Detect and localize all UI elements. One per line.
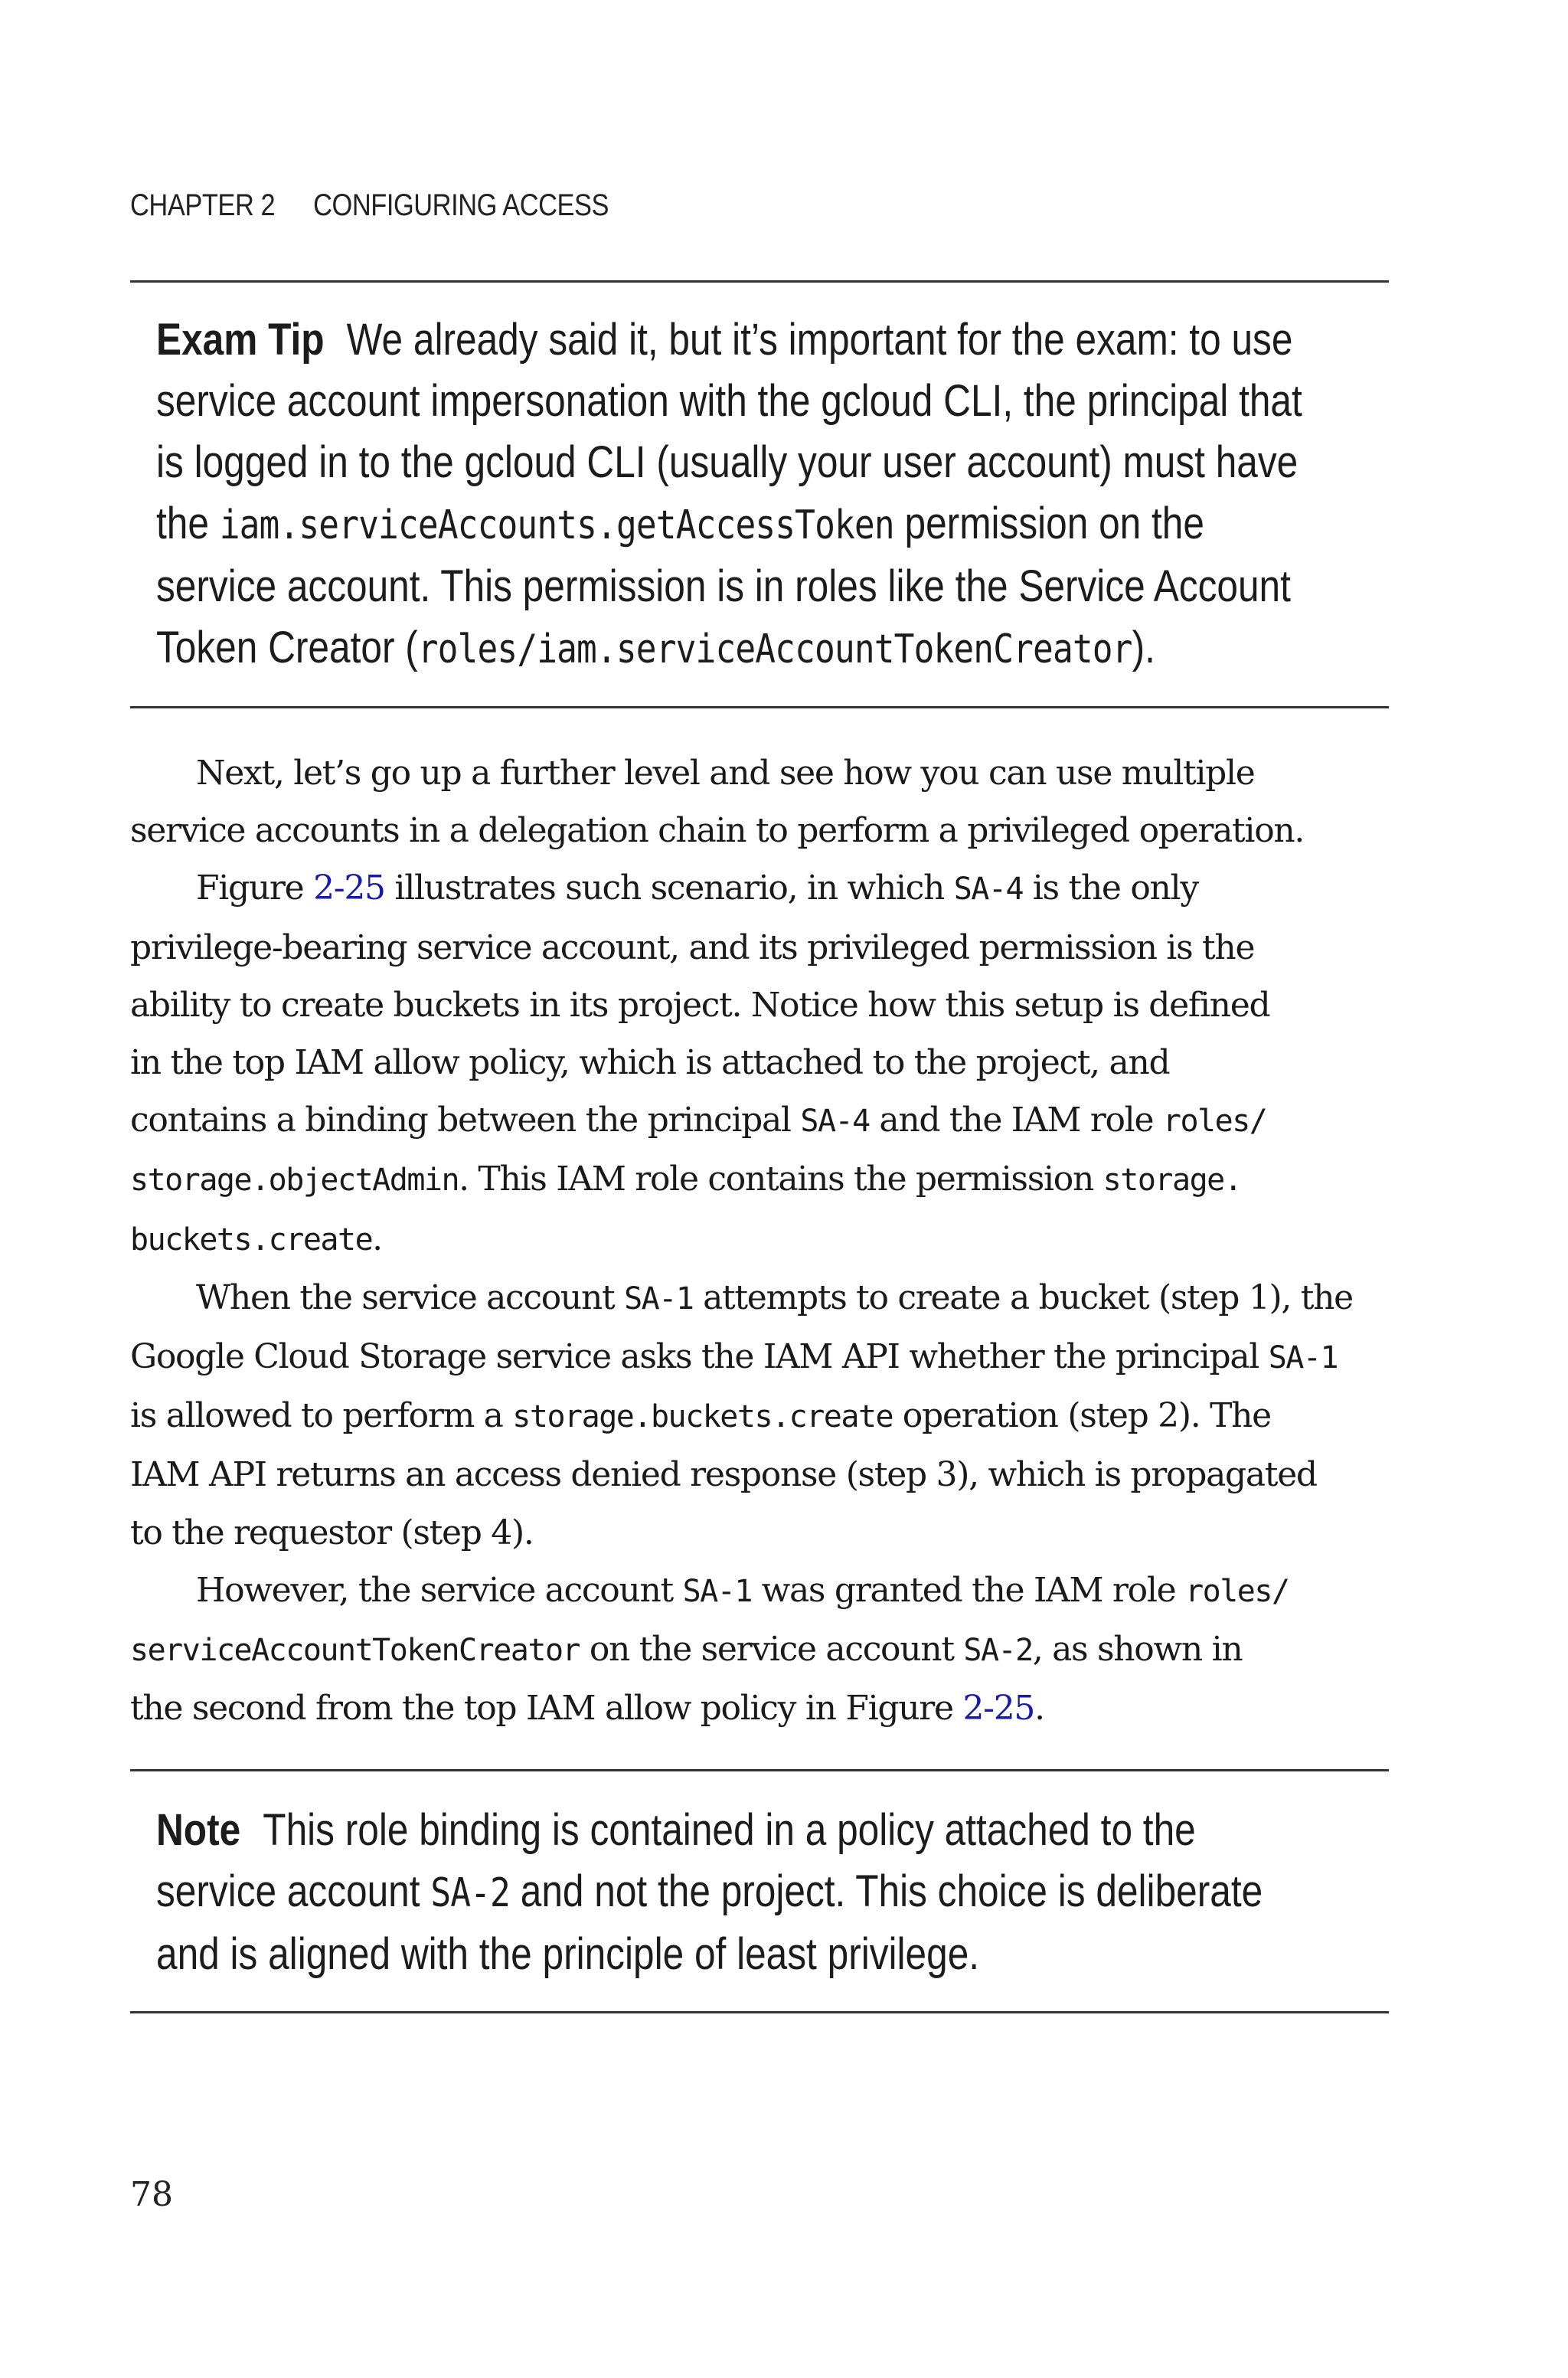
- running-head: [130, 188, 609, 223]
- inline-code: SA-1: [624, 1281, 694, 1317]
- paragraph-text: .: [372, 1218, 382, 1258]
- paragraph-text: . This IAM role contains the permission: [459, 1160, 1103, 1199]
- exam-tip-text: We already said it, but it’s important for the exam: to use: [346, 315, 1293, 365]
- inline-code: serviceAccountTokenCreator: [130, 1633, 580, 1669]
- note-label: Note: [156, 1805, 241, 1855]
- inline-code: SA-2: [430, 1870, 510, 1916]
- paragraph-line: IAM API returns an access denied response (step 3), which is propagated: [130, 1455, 1317, 1495]
- exam-tip-text: Token Creator (: [156, 623, 418, 672]
- inline-code: storage.buckets.create: [512, 1399, 893, 1435]
- paragraph-text: When the service account: [196, 1277, 625, 1317]
- inline-code: roles/: [1185, 1573, 1289, 1609]
- exam-tip-bottom-rule: [130, 706, 1389, 708]
- inline-code: storage.: [1102, 1163, 1242, 1199]
- inline-code: SA-1: [682, 1573, 752, 1609]
- paragraph-line: privilege-bearing service account, and its privileged permission is the: [130, 927, 1255, 967]
- inline-code: iam.serviceAccounts.getAccessToken: [219, 502, 894, 548]
- chapter-title: CONFIGURING ACCESS: [313, 188, 609, 222]
- note-bottom-rule: [130, 2011, 1389, 2013]
- paragraph-line: to the requestor (step 4).: [130, 1513, 534, 1552]
- exam-tip-text: service account. This permission is in roles like the Service Account: [156, 561, 1291, 611]
- note-text: This role binding is contained in a policy attached to the: [263, 1805, 1196, 1855]
- paragraph-text: and the IAM role: [869, 1101, 1163, 1140]
- inline-code: roles/iam.serviceAccountTokenCreator: [417, 626, 1132, 672]
- inline-code: SA-1: [1268, 1340, 1338, 1376]
- paragraph-line: service accounts in a delegation chain to perform a privileged operation.: [130, 811, 1305, 851]
- inline-code: SA-4: [953, 872, 1024, 908]
- paragraph-text: , as shown in: [1032, 1630, 1243, 1670]
- figure-link[interactable]: 2-25: [962, 1689, 1035, 1729]
- exam-tip-text: service account impersonation with the gcloud CLI, the principal that: [156, 376, 1302, 426]
- paragraph-text: attempts to create a bucket (step 1), the: [693, 1277, 1353, 1317]
- exam-tip-box: [156, 309, 1412, 680]
- paragraph-text: is the only: [1023, 868, 1198, 908]
- paragraph-text: illustrates such scenario, in which: [384, 868, 954, 908]
- body-text: [130, 744, 1401, 1737]
- paragraph-text: Figure: [196, 868, 314, 908]
- paragraph-text: .: [1034, 1689, 1044, 1729]
- note-text: and is aligned with the principle of least privilege.: [156, 1929, 980, 1979]
- note-box: [156, 1800, 1412, 1985]
- paragraph-text: contains a binding between the principal: [130, 1101, 801, 1140]
- exam-tip-top-rule: [130, 280, 1389, 283]
- note-text: and not the project. This choice is deliberate: [509, 1866, 1263, 1916]
- inline-code: SA-4: [800, 1104, 870, 1140]
- paragraph-line: in the top IAM allow policy, which is attached to the project, and: [130, 1043, 1170, 1083]
- paragraph-text: is allowed to perform a: [130, 1396, 513, 1436]
- exam-tip-text: the: [156, 499, 220, 548]
- exam-tip-text: permission on the: [893, 499, 1204, 548]
- paragraph-text: operation (step 2). The: [893, 1396, 1271, 1436]
- chapter-label: CHAPTER 2: [130, 188, 276, 222]
- inline-code: SA-2: [963, 1633, 1033, 1669]
- paragraph-text: the second from the top IAM allow policy in Figure: [130, 1689, 963, 1729]
- note-top-rule: [130, 1769, 1389, 1771]
- exam-tip-text: is logged in to the gcloud CLI (usually your user account) must have: [156, 437, 1298, 487]
- inline-code: roles/: [1162, 1104, 1267, 1140]
- paragraph-text: on the service account: [580, 1630, 964, 1670]
- paragraph-text: However, the service account: [196, 1570, 683, 1610]
- note-text: service account: [156, 1866, 431, 1916]
- figure-link[interactable]: 2-25: [313, 868, 385, 908]
- paragraph-line: Next, let’s go up a further level and see how you can use multiple: [196, 754, 1255, 793]
- inline-code: buckets.create: [130, 1222, 373, 1258]
- inline-code: storage.objectAdmin: [130, 1163, 459, 1199]
- paragraph-text: was granted the IAM role: [751, 1570, 1186, 1610]
- exam-tip-text: ).: [1132, 623, 1155, 672]
- paragraph-text: Google Cloud Storage service asks the IAM API whether the principal: [130, 1337, 1269, 1377]
- page-number: 78: [130, 2175, 173, 2214]
- exam-tip-label: Exam Tip: [156, 315, 325, 365]
- paragraph-line: ability to create buckets in its project. Notice how this setup is defined: [130, 985, 1270, 1025]
